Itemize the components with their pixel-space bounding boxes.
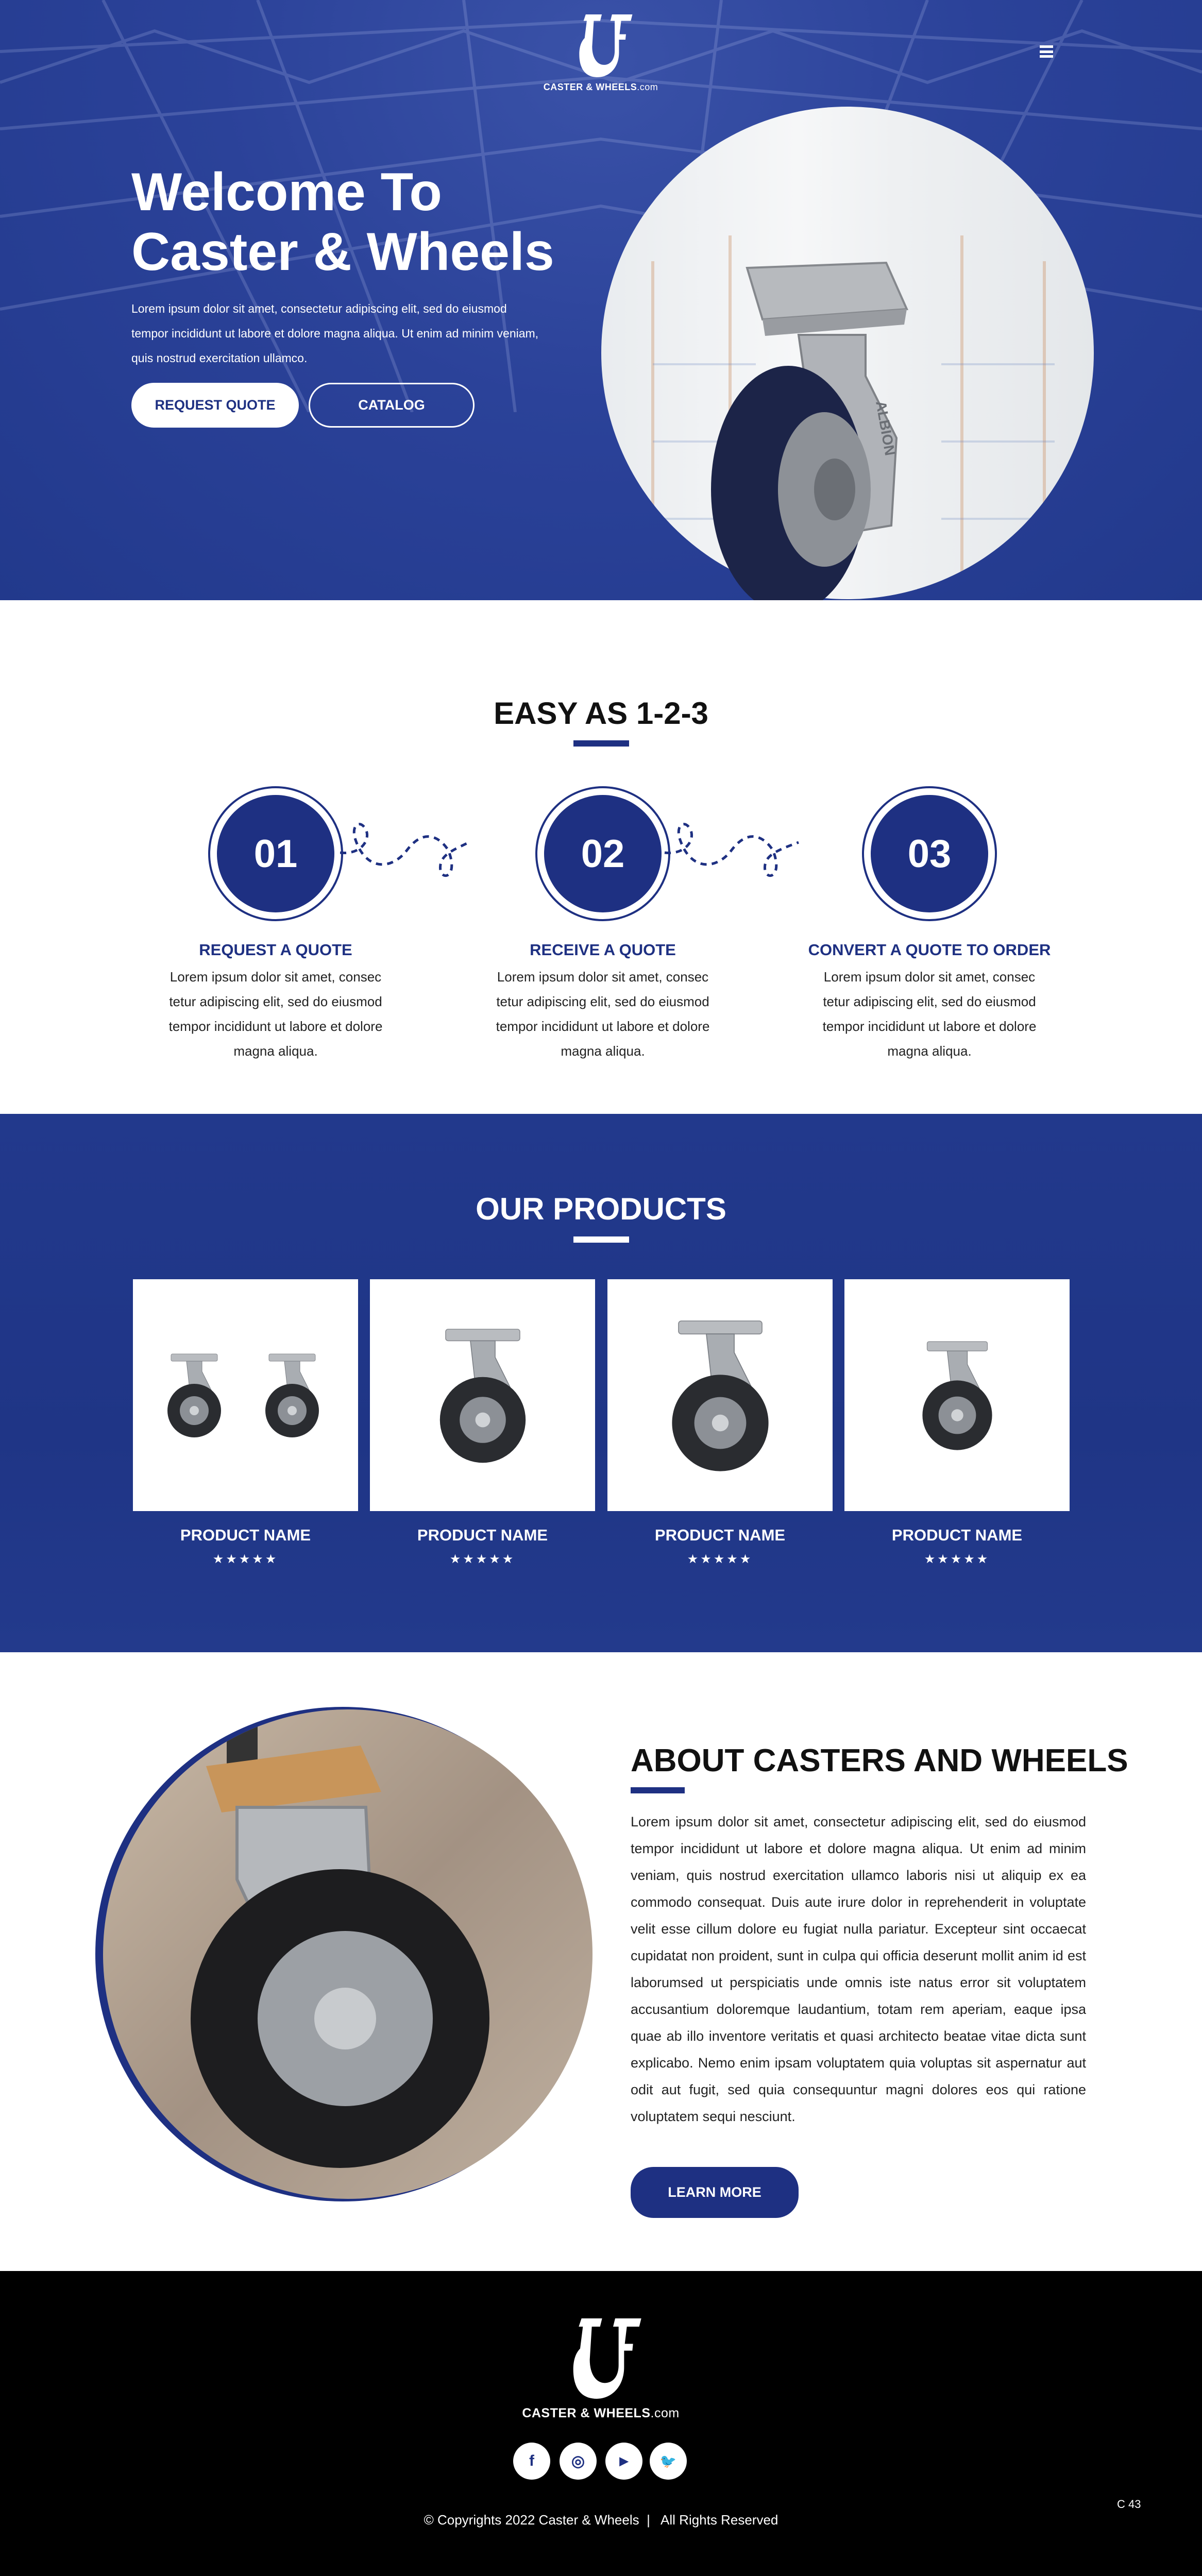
brand-suffix: .com	[650, 2406, 680, 2420]
copyright-text: © Copyrights 2022 Caster & Wheels | All Rights Reserved	[424, 2512, 778, 2528]
catalog-button[interactable]: CATALOG	[309, 383, 475, 428]
twitter-icon[interactable]: 🐦	[650, 2443, 687, 2480]
step-description: Lorem ipsum dolor sit amet, consec tetur adipiscing elit, sed do eiusmod tempor incididunt ut labore et dolore magna aliqua.	[496, 969, 710, 1059]
products-title: OUR PRODUCTS	[476, 1192, 726, 1226]
caster-on-floor-image	[103, 1709, 592, 2199]
product-card-image[interactable]	[607, 1279, 833, 1511]
product-name[interactable]: PRODUCT NAME	[417, 1526, 548, 1544]
star-rating-icon: ★★★★★	[212, 1552, 279, 1566]
about-description: Lorem ipsum dolor sit amet, consectetur adipiscing elit, sed do eiusmod tempor incididunt ut labore et dolore magna aliqua. Ut enim ad minim veniam, quis nostrud exercitation ullamco laboris nisi ut aliquip ex ea commodo consequat. Duis aute irure dolor in reprehenderit in voluptate velit esse cillum dolore eu fugiat nulla pariatur. Excepteur sint occaecat cupidatat non proident, sunt in culpa qui officia deserunt mollit anim id est laborumsed ut perspiciatis unde omnis iste natus error sit voluptatem accusantium doloremque laudantium, totam rem aperiam, eaque ipsa quae ab illo inventore veritatis et quasi architecto beatae vitae dicta sunt explicabo. Nemo enim ipsam voluptatem quia voluptas sit aspernatur aut odit aut fugit, sed quia consequuntur magni dolores eos qui ratione voluptatem sequi nesciunt.	[631, 1814, 1086, 2124]
steps-title: EASY AS 1-2-3	[494, 696, 708, 731]
facebook-icon[interactable]: f	[513, 2443, 550, 2480]
product-name[interactable]: PRODUCT NAME	[891, 1526, 1023, 1544]
products-title-underline	[573, 1236, 629, 1243]
star-rating-icon: ★★★★★	[687, 1552, 753, 1566]
product-image	[400, 1313, 565, 1478]
step-description: Lorem ipsum dolor sit amet, consec tetur adipiscing elit, sed do eiusmod tempor incididunt ut labore et dolore magna aliqua.	[822, 969, 1037, 1059]
star-rating-icon: ★★★★★	[924, 1552, 990, 1566]
product-image	[890, 1328, 1024, 1462]
footer	[0, 2271, 1202, 2576]
hero-caster-image	[670, 247, 958, 600]
footer-logo[interactable]	[498, 2318, 704, 2421]
logo-mark-icon	[547, 2318, 655, 2401]
steps-title-underline	[573, 740, 629, 747]
product-name[interactable]: PRODUCT NAME	[180, 1526, 311, 1544]
step-number-1: 01	[208, 786, 343, 921]
product-card-image[interactable]	[133, 1279, 358, 1511]
products-section	[0, 1114, 1202, 1652]
learn-more-button[interactable]: LEARN MORE	[631, 2167, 799, 2218]
hero-section	[0, 0, 1202, 600]
product-name[interactable]: PRODUCT NAME	[654, 1526, 786, 1544]
brand-name: CASTER & WHEELS	[543, 82, 637, 92]
hero-description: Lorem ipsum dolor sit amet, consectetur adipiscing elit, sed do eiusmod tempor incididunt ut labore et dolore magna aliqua. Ut enim ad minim veniam, quis nostrud exercitation ullamco.	[131, 302, 539, 365]
header-logo[interactable]	[523, 14, 678, 93]
hero-title	[131, 162, 554, 282]
product-image	[143, 1318, 349, 1472]
hero-title-line1: Welcome To	[131, 162, 442, 222]
badge-text: C 43	[1117, 2498, 1141, 2511]
hamburger-menu-icon[interactable]	[1040, 45, 1053, 58]
about-title-underline	[631, 1787, 685, 1793]
about-title: ABOUT CASTERS AND WHEELS	[631, 1743, 1128, 1778]
step-title: RECEIVE A QUOTE	[530, 941, 676, 959]
step-number-2: 02	[535, 786, 670, 921]
star-rating-icon: ★★★★★	[449, 1552, 516, 1566]
brand-name: CASTER & WHEELS	[522, 2406, 651, 2420]
step-description: Lorem ipsum dolor sit amet, consec tetur adipiscing elit, sed do eiusmod tempor incididunt ut labore et dolore magna aliqua.	[168, 969, 383, 1059]
product-card-image[interactable]	[844, 1279, 1070, 1511]
step-title: REQUEST A QUOTE	[199, 941, 352, 959]
request-quote-button[interactable]: REQUEST QUOTE	[131, 383, 299, 428]
product-image	[628, 1302, 813, 1488]
youtube-icon[interactable]: ▶	[605, 2443, 642, 2480]
instagram-icon[interactable]: ◎	[560, 2443, 597, 2480]
hero-title-line2: Caster & Wheels	[131, 222, 554, 282]
caster-brand-label: ALBION	[873, 399, 899, 457]
logo-mark-icon	[565, 14, 637, 79]
product-card-image[interactable]	[370, 1279, 595, 1511]
step-title: CONVERT A QUOTE TO ORDER	[808, 941, 1051, 959]
brand-suffix: .com	[637, 82, 658, 92]
about-image-circle	[103, 1709, 592, 2199]
step-number-3: 03	[862, 786, 997, 921]
